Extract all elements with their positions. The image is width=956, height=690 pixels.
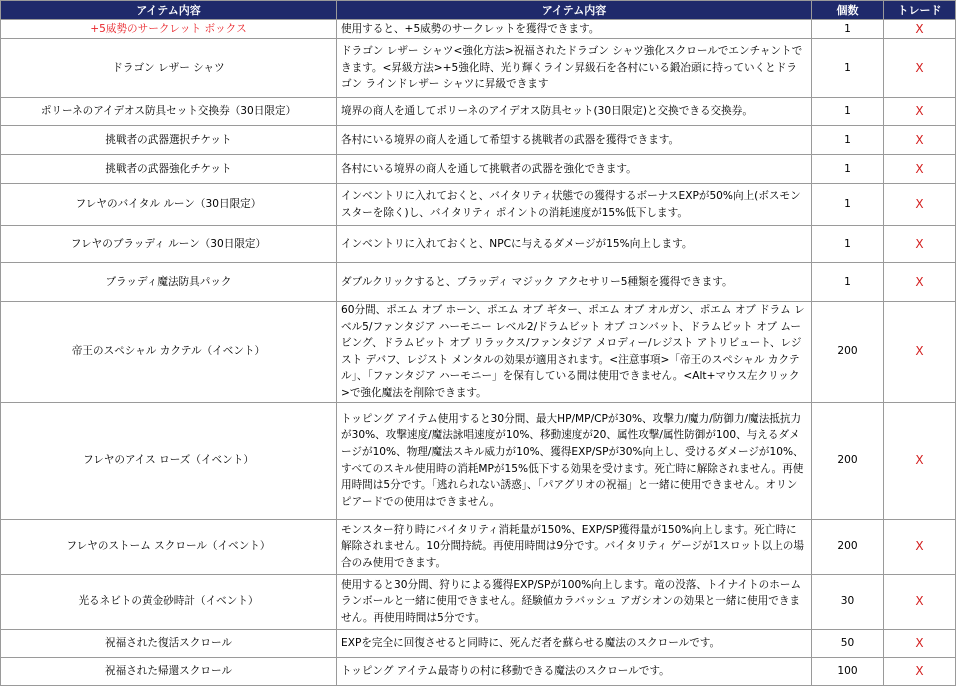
item-description: 各村にいる境界の商人を通して希望する挑戦者の武器を獲得できます。 bbox=[337, 126, 812, 155]
table-row bbox=[1, 126, 956, 155]
table-header-row bbox=[1, 1, 956, 20]
item-description: 各村にいる境界の商人を通して挑戦者の武器を強化できます。 bbox=[337, 155, 812, 184]
item-quantity: 50 bbox=[812, 629, 884, 657]
trade-unavailable-icon: X bbox=[884, 574, 956, 629]
item-name: ブラッディ魔法防具パック bbox=[1, 263, 337, 302]
item-quantity: 1 bbox=[812, 155, 884, 184]
trade-unavailable-icon: X bbox=[884, 629, 956, 657]
item-name: ドラゴン レザー シャツ bbox=[1, 39, 337, 98]
item-name: フレヤのブラッディ ルーン（30日限定） bbox=[1, 226, 337, 263]
item-name: +5威勢のサークレット ボックス bbox=[1, 20, 337, 39]
item-quantity: 200 bbox=[812, 519, 884, 574]
item-quantity: 1 bbox=[812, 126, 884, 155]
item-name: 祝福された復活スクロール bbox=[1, 629, 337, 657]
item-quantity: 100 bbox=[812, 657, 884, 685]
trade-unavailable-icon: X bbox=[884, 657, 956, 685]
table-row bbox=[1, 263, 956, 302]
trade-unavailable-icon: X bbox=[884, 184, 956, 226]
trade-unavailable-icon: X bbox=[884, 39, 956, 98]
header-quantity: 個数 bbox=[812, 1, 884, 20]
item-name: フレヤのアイス ローズ（イベント） bbox=[1, 402, 337, 519]
item-quantity: 1 bbox=[812, 184, 884, 226]
item-quantity: 1 bbox=[812, 263, 884, 302]
item-description: 使用すると、+5威勢のサークレットを獲得できます。 bbox=[337, 20, 812, 39]
item-name: フレヤのバイタル ルーン（30日限定） bbox=[1, 184, 337, 226]
item-description: トッピング アイテム使用すると30分間、最大HP/MP/CPが30%、攻撃力/魔力/防御力/魔法抵抗力が30%、攻撃速度/魔法詠唱速度が10%、移動速度が20、属性攻撃/属性防御が100、与えるダメージが10%、物理/魔法スキル威力が10%、獲得EXP/SPが30%向上し、受けるダメージが10%、すべてのスキル使用時の消耗MPが15%低下する効果を受けます。死亡時に解除されません。再使用時間は5分です。「逃れられない誘惑」、「パアグリオの祝福」と一緒に使用できません。オリンピアードでの使用はできません。 bbox=[337, 402, 812, 519]
table-row bbox=[1, 629, 956, 657]
item-name: 帝王のスペシャル カクテル（イベント） bbox=[1, 302, 337, 403]
item-description: トッピング アイテム最寄りの村に移動できる魔法のスクロールです。 bbox=[337, 657, 812, 685]
table-row bbox=[1, 657, 956, 685]
item-description: 使用すると30分間、狩りによる獲得EXP/SPが100%向上します。竜の没落、トイナイトのホームランボールと一緒に使用できません。経験値カラバッシュ アガシオンの効果と一緒に使用できません。再使用時間は5分です。 bbox=[337, 574, 812, 629]
trade-unavailable-icon: X bbox=[884, 302, 956, 403]
item-description: モンスター狩り時にバイタリティ消耗量が150%、EXP/SP獲得量が150%向上します。死亡時に解除されません。10分間持続。再使用時間は9分です。バイタリティ ゲージが1スロット以上の場合のみ使用できます。 bbox=[337, 519, 812, 574]
trade-unavailable-icon: X bbox=[884, 20, 956, 39]
item-quantity: 200 bbox=[812, 402, 884, 519]
item-description: インベントリに入れておくと、バイタリティ状態での獲得するボーナスEXPが50%向上(ボスモンスターを除く)し、バイタリティ ポイントの消耗速度が15%低下します。 bbox=[337, 184, 812, 226]
item-quantity: 1 bbox=[812, 20, 884, 39]
table-row bbox=[1, 98, 956, 126]
item-name: 祝福された帰還スクロール bbox=[1, 657, 337, 685]
item-quantity: 1 bbox=[812, 39, 884, 98]
item-quantity: 1 bbox=[812, 226, 884, 263]
item-name: 挑戦者の武器選択チケット bbox=[1, 126, 337, 155]
table-row bbox=[1, 184, 956, 226]
item-name: 挑戦者の武器強化チケット bbox=[1, 155, 337, 184]
table-row bbox=[1, 226, 956, 263]
table-row bbox=[1, 302, 956, 403]
item-description: インベントリに入れておくと、NPCに与えるダメージが15%向上します。 bbox=[337, 226, 812, 263]
item-name: ポリーネのアイデオス防具セット交換券（30日限定） bbox=[1, 98, 337, 126]
trade-unavailable-icon: X bbox=[884, 226, 956, 263]
trade-unavailable-icon: X bbox=[884, 402, 956, 519]
item-description: ドラゴン レザー シャツ<強化方法>祝福されたドラゴン シャツ強化スクロールでエンチャントできます。<昇級方法>+5強化時、光り輝くライン昇級石を各村にいる鍛冶頭に持っていくとドラゴン ラインドレザー シャツに昇級できます bbox=[337, 39, 812, 98]
table-row bbox=[1, 155, 956, 184]
header-item-description: アイテム内容 bbox=[337, 1, 812, 20]
table-row bbox=[1, 574, 956, 629]
item-description: EXPを完全に回復させると同時に、死んだ者を蘇らせる魔法のスクロールです。 bbox=[337, 629, 812, 657]
item-quantity: 200 bbox=[812, 302, 884, 403]
trade-unavailable-icon: X bbox=[884, 155, 956, 184]
table-row bbox=[1, 519, 956, 574]
item-description: ダブルクリックすると、ブラッディ マジック アクセサリー5種類を獲得できます。 bbox=[337, 263, 812, 302]
table-row bbox=[1, 39, 956, 98]
trade-unavailable-icon: X bbox=[884, 519, 956, 574]
item-description: 境界の商人を通してポリーネのアイデオス防具セット(30日限定)と交換できる交換券。 bbox=[337, 98, 812, 126]
trade-unavailable-icon: X bbox=[884, 263, 956, 302]
header-item-name: アイテム内容 bbox=[1, 1, 337, 20]
item-name: 光るネビトの黄金砂時計（イベント） bbox=[1, 574, 337, 629]
table-row bbox=[1, 402, 956, 519]
item-description: 60分間、ポエム オブ ホーン、ポエム オブ ギター、ポエム オブ オルガン、ポエム オブ ドラム レベル5/ファンタジア ハーモニー レベル2/ドラムビット オブ コンバット、ドラムビット オブ ムービング、ドラムビット オブ リラックス/ファンタジア メロディー/レジスト アトリビュート、レジスト デバフ、レジスト メンタルの効果が適用されます。<注意事項>「帝王のスペシャル カクテル」、「ファンタジア ハーモニー」を保有している間は使用できません。<Alt+マウス左クリック>で強化魔法を削除できます。 bbox=[337, 302, 812, 403]
table-row bbox=[1, 20, 956, 39]
trade-unavailable-icon: X bbox=[884, 126, 956, 155]
item-quantity: 1 bbox=[812, 98, 884, 126]
item-name: フレヤのストーム スクロール（イベント） bbox=[1, 519, 337, 574]
item-quantity: 30 bbox=[812, 574, 884, 629]
trade-unavailable-icon: X bbox=[884, 98, 956, 126]
header-trade: トレード bbox=[884, 1, 956, 20]
